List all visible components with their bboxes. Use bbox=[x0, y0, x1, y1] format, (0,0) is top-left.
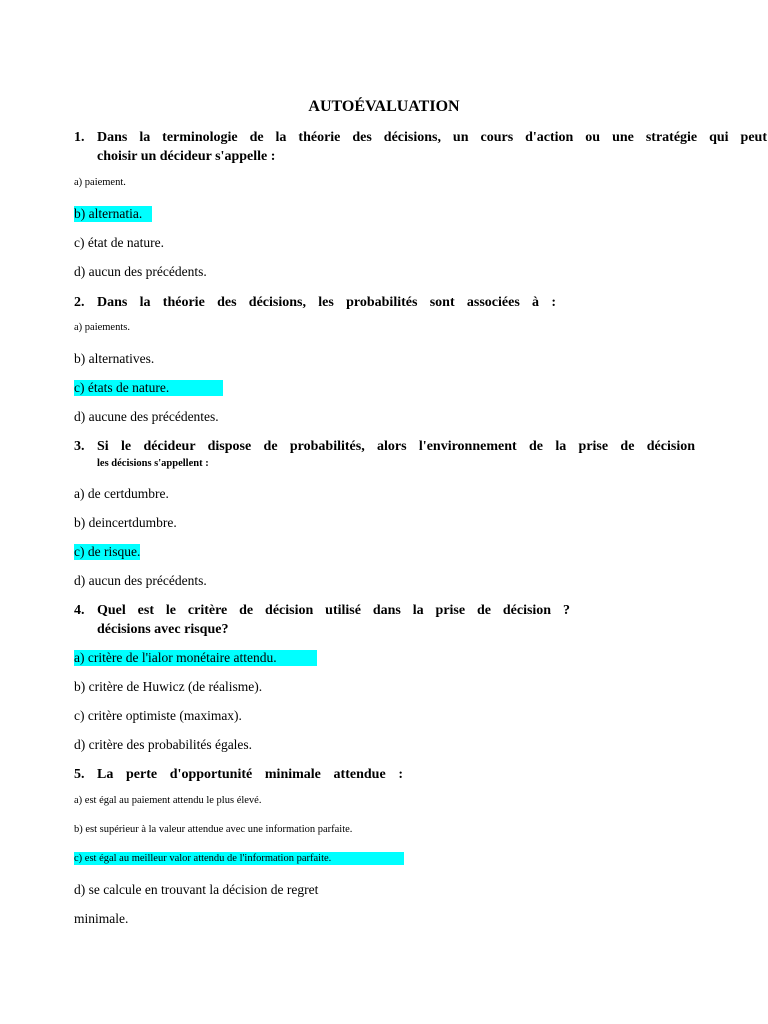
question-text-cont: choisir un décideur s'appelle : bbox=[97, 149, 276, 164]
option-d-cont: minimale. bbox=[74, 911, 129, 926]
option-d: d) critère des probabilités égales. bbox=[74, 737, 253, 752]
option-a: a) de certdumbre. bbox=[74, 486, 169, 501]
option-c-answer: c) de risque. bbox=[74, 544, 141, 559]
option-b-answer: b) alternatia. bbox=[74, 206, 152, 222]
option-d: d) aucune des précédentes. bbox=[74, 409, 219, 424]
question-text-cont: décisions avec risque? bbox=[97, 622, 229, 637]
option-b: b) critère de Huwicz (de réalisme). bbox=[74, 679, 263, 694]
question-number: 4. bbox=[74, 603, 85, 618]
option-c-answer: c) états de nature. bbox=[74, 380, 223, 396]
option-d: d) aucun des précédents. bbox=[74, 264, 207, 279]
option-c: c) état de nature. bbox=[74, 235, 164, 250]
option-d: d) aucun des précédents. bbox=[74, 573, 207, 588]
question-number: 1. bbox=[74, 130, 85, 145]
question-number: 2. bbox=[74, 295, 85, 310]
option-b: b) alternatives. bbox=[74, 351, 155, 366]
question-text: La perte d'opportunité minimale attendue : bbox=[97, 767, 403, 782]
option-d: d) se calcule en trouvant la décision de regret bbox=[74, 882, 319, 897]
option-b: b) deincertdumbre. bbox=[74, 515, 177, 530]
option-b: b) est supérieur à la valeur attendue avec une information parfaite. bbox=[74, 824, 353, 835]
option-c-answer: c) est égal au meilleur valor attendu de l'information parfaite. bbox=[74, 852, 404, 865]
option-a-answer: a) critère de l'ialor monétaire attendu. bbox=[74, 650, 317, 666]
option-a: a) est égal au paiement attendu le plus élevé. bbox=[74, 795, 262, 806]
question-number: 3. bbox=[74, 439, 85, 454]
question-text-cont: les décisions s'appellent : bbox=[97, 458, 209, 469]
option-c: c) critère optimiste (maximax). bbox=[74, 708, 242, 723]
question-text: Dans la terminologie de la théorie des décisions, un cours d'action ou une stratégie qui peut bbox=[97, 130, 767, 145]
question-number: 5. bbox=[74, 767, 85, 782]
page-title: AUTOÉVALUATION bbox=[308, 98, 460, 115]
option-a: a) paiement. bbox=[74, 177, 126, 188]
question-text: Si le décideur dispose de probabilités, alors l'environnement de la prise de décision bbox=[97, 439, 695, 454]
question-text: Dans la théorie des décisions, les probabilités sont associées à : bbox=[97, 295, 556, 310]
question-text: Quel est le critère de décision utilisé dans la prise de décision ? bbox=[97, 603, 570, 618]
option-a: a) paiements. bbox=[74, 322, 130, 333]
